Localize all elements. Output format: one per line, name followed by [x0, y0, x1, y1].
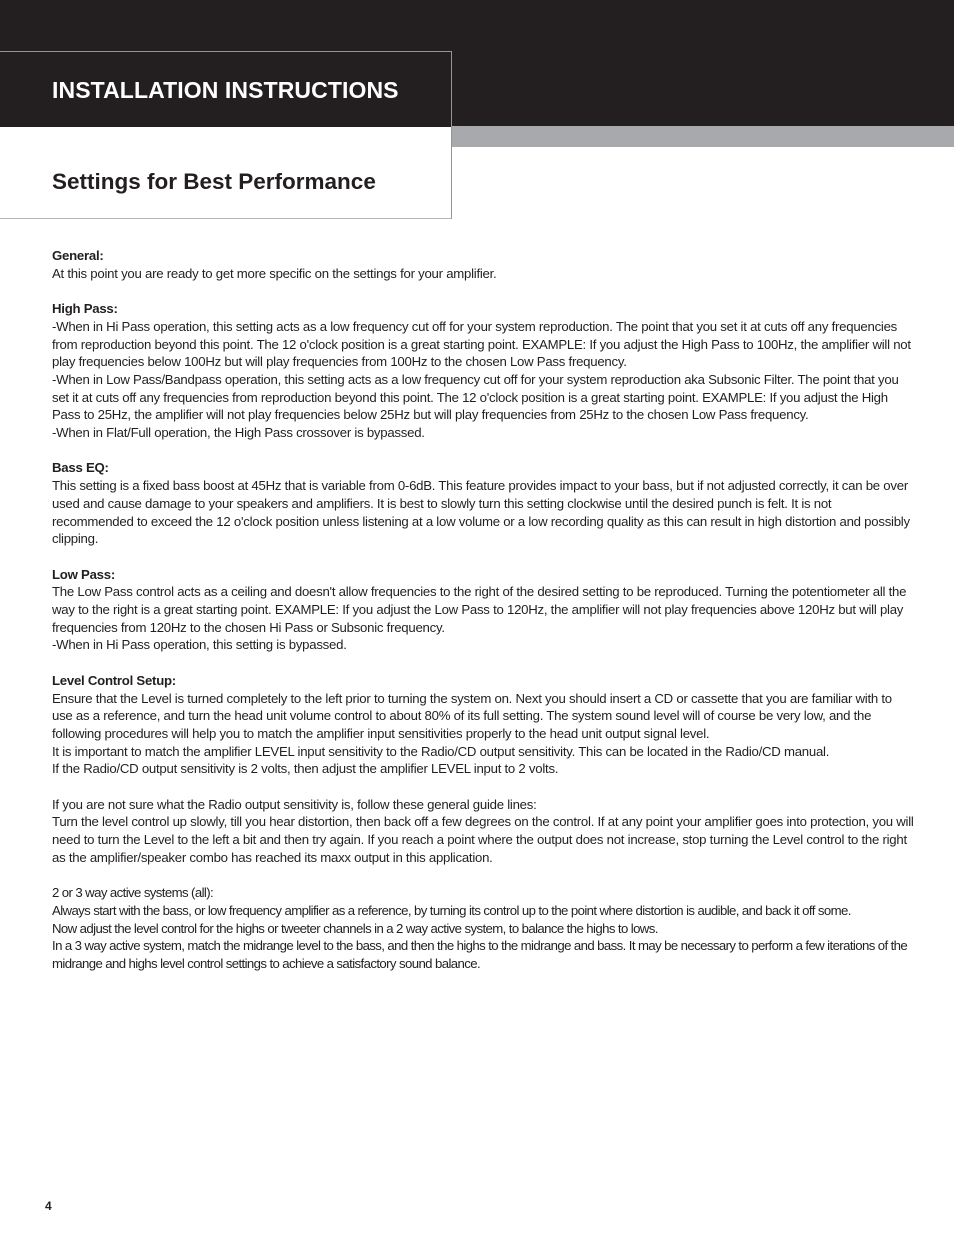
bass-eq-section [52, 459, 914, 548]
low-pass-section [52, 566, 914, 655]
page-title: INSTALLATION INSTRUCTIONS [52, 77, 399, 103]
section-title: Settings for Best Performance [52, 169, 376, 194]
bass-eq-heading: Bass EQ: [52, 460, 109, 476]
low-pass-heading: Low Pass: [52, 566, 115, 582]
level-control-heading: Level Control Setup: [52, 672, 176, 688]
level-control-text: Ensure that the Level is turned completely to the left prior to turning the system on. Next you should insert a CD or cassette that you are familiar with to use as a reference, and turn the head unit volume control to about 80% of its full setting. The system sound level will of course be very low, and the following procedures will help you to match the amplifier input sensitivities properly to the head unit output signal level. [52, 690, 892, 741]
high-pass-section [52, 300, 914, 442]
low-pass-text: The Low Pass control acts as a ceiling and doesn't allow frequencies to the right of the desired setting to be reproduced. Turning the potentiometer all the way to the right is a great starting point. EXAMPLE: If you adjust the Low Pass to 120Hz, the amplifier will not play frequencies above 120Hz but will play frequencies from 120Hz to the chosen Hi Pass or Subsonic frequency. [52, 584, 907, 635]
active-systems-2way-text: Now adjust the level control for the highs or tweeter channels in a 2 way active system, to balance the highs to lows. [52, 920, 658, 936]
level-control-2v-text: If the Radio/CD output sensitivity is 2 volts, then adjust the amplifier LEVEL input to 2 volts. [52, 761, 559, 777]
page-number: 4 [45, 1199, 52, 1213]
low-pass-bypass-text: -When in Hi Pass operation, this setting is bypassed. [52, 637, 347, 653]
general-text: At this point you are ready to get more specific on the settings for your amplifier. [52, 265, 497, 281]
high-pass-flat-text: -When in Flat/Full operation, the High Pass crossover is bypassed. [52, 425, 425, 441]
bass-eq-text: This setting is a fixed bass boost at 45Hz that is variable from 0-6dB. This feature provides impact to your bass, but if not adjusted correctly, it can be over used and cause damage to your speakers and amplifiers. It is best to slowly turn this setting clockwise until the desired punch is felt. It is not recommended to exceed the 12 o'clock position unless listening at a low volume or a low recording quality as this can result in high distortion and possibly clipping. [52, 478, 910, 547]
level-control-section [52, 672, 914, 778]
high-pass-hi-pass-text: -When in Hi Pass operation, this setting acts as a low frequency cut off for your system reproduction. The point that you set it at cuts off any frequencies from reproduction beyond this point. The 12 o'clock position is a great starting point. EXAMPLE: If you adjust the High Pass to 100Hz, the amplifier will not play frequencies below 100Hz but will play frequencies from 100Hz to the chosen Low Pass frequency. [52, 318, 911, 370]
level-control-match-text: It is important to match the amplifier LEVEL input sensitivity to the Radio/CD output sensitivity. This can be located in the Radio/CD manual. [52, 743, 830, 759]
not-sure-procedure-text: Turn the level control up slowly, till you hear distortion, then back off a few degrees on the control. If at any point your amplifier goes into protection, you will need to turn the Level to the left a bit and then try again. If you reach a point where the output does not increase, stop turning the Level control to the right as the amplifier/speaker combo has reached its maxx output in this application. [52, 814, 914, 865]
document-body [52, 247, 914, 990]
active-systems-section [52, 884, 914, 973]
general-heading: General: [52, 248, 104, 263]
active-systems-heading: 2 or 3 way active systems (all): [52, 885, 214, 901]
high-pass-heading: High Pass: [52, 301, 118, 317]
not-sure-section [52, 796, 914, 867]
high-pass-low-pass-text: -When in Low Pass/Bandpass operation, this setting acts as a low frequency cut off for your system reproduction aka Subsonic Filter. The point that you set it at cuts off any frequencies from reproduction beyond this point. The 12 o'clock position is a great starting point. EXAMPLE: If you adjust the High Pass to 25Hz, the amplifier will not play frequencies below 25Hz but will play frequencies from 25Hz to the chosen Low Pass frequency. [52, 371, 899, 423]
not-sure-intro-text: If you are not sure what the Radio output sensitivity is, follow these general guide lines: [52, 796, 537, 812]
active-systems-bass-text: Always start with the bass, or low frequency amplifier as a reference, by turning its control up to the point where distortion is audible, and back it off some. [52, 902, 851, 918]
active-systems-3way-text: In a 3 way active system, match the midrange level to the bass, and then the highs to the midrange and bass. It may be necessary to perform a few iterations of the midrange and highs level control settings to achieve a satisfactory sound balance. [52, 938, 908, 972]
general-section [52, 247, 914, 282]
